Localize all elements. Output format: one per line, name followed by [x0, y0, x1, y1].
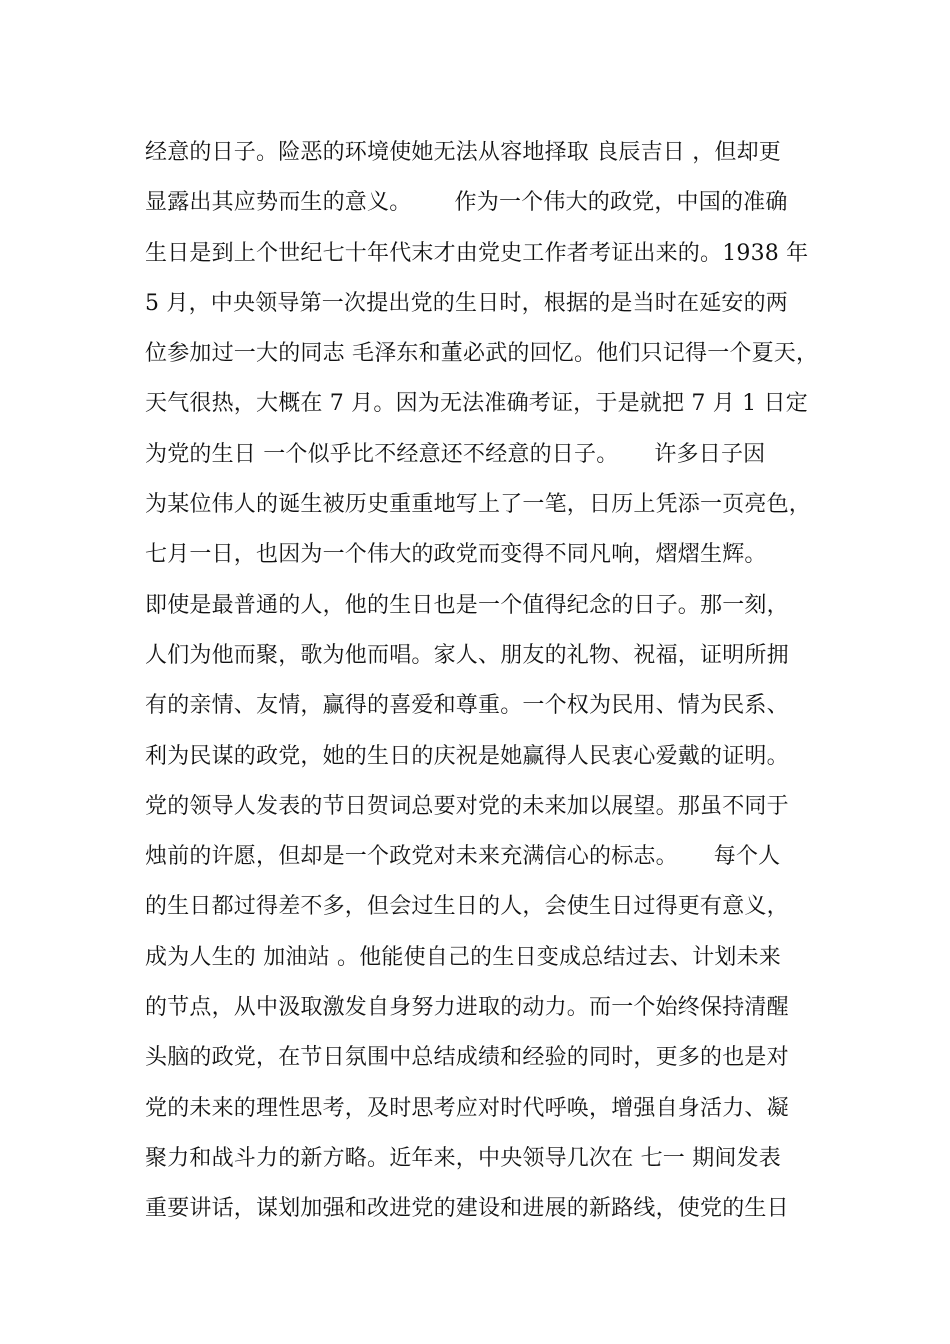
text-line: 利为民谋的政党，她的生日的庆祝是她赢得人民衷心爱戴的证明。 — [145, 743, 789, 769]
text-line: 的节点，从中汲取激发自身努力进取的动力。而一个始终保持清醒 — [145, 995, 789, 1021]
text-line: 位参加过一大的同志 毛泽东和董必武的回忆。他们只记得一个夏天， — [145, 341, 819, 367]
text-line: 聚力和战斗力的新方略。近年来，中央领导几次在 七一 期间发表 — [145, 1145, 781, 1171]
text-line: 天气很热，大概在 7 月。因为无法准确考证，于是就把 7 月 1 日定 — [145, 391, 808, 417]
text-line: 党的未来的理性思考，及时思考应对时代呼唤，增强自身活力、凝 — [145, 1095, 789, 1121]
text-line: 生日是到上个世纪七十年代末才由党史工作者考证出来的。1938 年 — [145, 240, 809, 266]
text-line: 为某位伟人的诞生被历史重重地写上了一笔，日历上凭添一页亮色， — [145, 492, 812, 518]
text-line: 即使是最普通的人，他的生日也是一个值得纪念的日子。那一刻， — [145, 592, 789, 618]
text-line: 重要讲话，谋划加强和改进党的建设和进展的新路线，使党的生日 — [145, 1196, 789, 1222]
text-line: 成为人生的 加油站 。他能使自己的生日变成总结过去、计划未来 — [145, 944, 781, 970]
text-line: 为党的生日 一个似乎比不经意还不经意的日子。 许多日子因 — [145, 441, 766, 467]
text-line: 显露出其应势而生的意义。 作为一个伟大的政党，中国的准确 — [145, 190, 788, 216]
text-line: 烛前的许愿，但却是一个政党对未来充满信心的标志。 每个人 — [145, 844, 781, 870]
text-line: 头脑的政党，在节日氛围中总结成绩和经验的同时，更多的也是对 — [145, 1045, 789, 1071]
text-line: 七月一日，也因为一个伟大的政党而变得不同凡响，熠熠生辉。 — [145, 542, 767, 568]
text-line: 人们为他而聚，歌为他而唱。家人、朋友的礼物、祝福，证明所拥 — [145, 642, 789, 668]
text-line: 5 月，中央领导第一次提出党的生日时，根据的是当时在延安的两 — [145, 290, 788, 316]
text-line: 党的领导人发表的节日贺词总要对党的未来加以展望。那虽不同于 — [145, 793, 789, 819]
text-line: 的生日都过得差不多，但会过生日的人，会使生日过得更有意义， — [145, 894, 789, 920]
text-line: 经意的日子。险恶的环境使她无法从容地择取 良辰吉日 ，但却更 — [145, 140, 781, 165]
body-text — [145, 133, 819, 1240]
text-line: 有的亲情、友情，赢得的喜爱和尊重。一个权为民用、情为民系、 — [145, 693, 789, 719]
